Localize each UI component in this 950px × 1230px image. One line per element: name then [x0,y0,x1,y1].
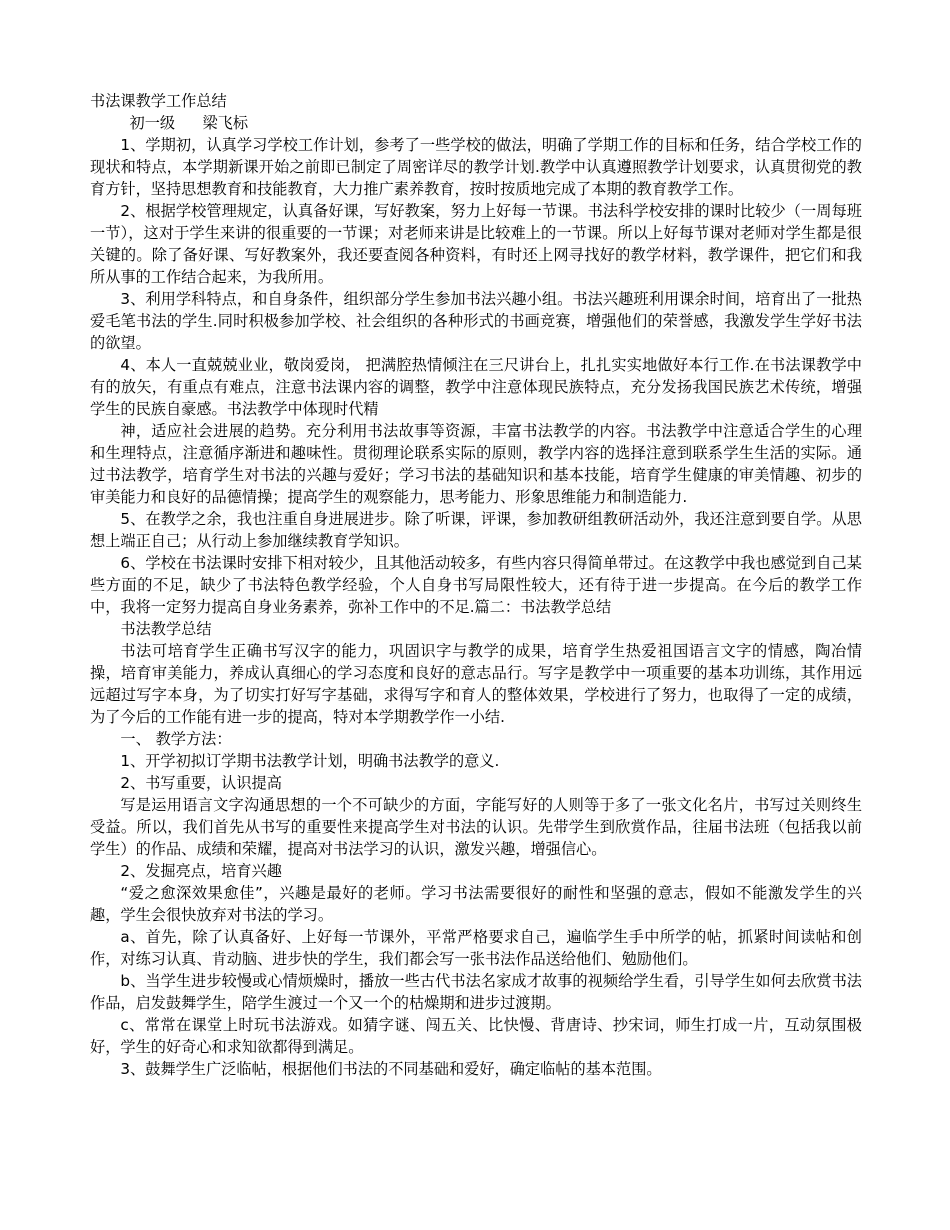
paragraph: 神，适应社会进展的趋势。充分利用书法故事等资源，丰富书法教学的内容。书法教学中注意适合学生的心理和生理特点，注意循序渐进和趣味性。贯彻理论联系实际的原则，教学内容的选择注意到联系学生生活的实际。通过书法教学，培育学生对书法的兴趣与爱好；学习书法的基础知识和基本技能，培育学生健康的审美情趣、初步的审美能力和良好的品德情操；提高学生的观察能力，思考能力、形象思维能力和制造能力. [90,422,862,506]
list-item: 2、书写重要，认识提高 [120,774,282,792]
paragraph: 2、根据学校管理规定，认真备好课，写好教案，努力上好每一节课。书法科学校安排的课时比较少（一周每班一节），这对于学生来讲的很重要的一节课；对老师来讲是比较难上的一节课。所以上好每节课对老师对学生都是很关键的。除了备好课、写好教案外，我还要查阅各种资料，有时还上网寻找好的教学材料，教学课件，把它们和我所从事的工作结合起来，为我所用。 [90,202,862,286]
paragraph: 3、利用学科特点，和自身条件，组织部分学生参加书法兴趣小组。书法兴趣班利用课余时间，培育出了一批热爱毛笔书法的学生.同时积极参加学校、社会组织的各种形式的书画竞赛，增强他们的荣誉感，我激发学生学好书法的欲望。 [90,290,862,352]
section-heading: 书法教学总结 [120,620,212,638]
list-item: 2、发掘亮点，培育兴趣 [120,862,282,880]
list-item: 1、开学初拟订学期书法教学计划，明确书法教学的意义. [120,752,500,770]
paragraph: 6、学校在书法课时安排下相对较少，且其他活动较多，有些内容只得简单带过。在这教学中我也感觉到自己某些方面的不足，缺少了书法特色教学经验，个人自身书写局限性较大，还有待于进一步提高。在今后的教学工作中，我将一定努力提高自身业务素养，弥补工作中的不足.篇二：书法教学总结 [90,554,862,616]
paragraph: 5、在教学之余，我也注重自身进展进步。除了听课，评课，参加教研组教研活动外，我还注意到要自学。从思想上端正自己；从行动上参加继续教育学知识。 [90,510,862,550]
list-item: b、当学生进步较慢或心情烦燥时，播放一些古代书法名家成才故事的视频给学生看，引导学生如何去欣赏书法作品，启发鼓舞学生，陪学生渡过一个又一个的枯燥期和进步过渡期。 [90,972,862,1012]
paragraph: 1、学期初，认真学习学校工作计划，参考了一些学校的做法，明确了学期工作的目标和任务，结合学校工作的现状和特点，本学期新课开始之前即已制定了周密详尽的教学计划.教学中认真遵照教学计划要求，认真贯彻党的教育方针，坚持思想教育和技能教育，大力推广素养教育，按时按质地完成了本期的教育教学工作。 [90,136,862,198]
author-name: 梁飞标 [202,114,248,132]
paragraph: “爱之愈深效果愈佳”，兴趣是最好的老师。学习书法需要很好的耐性和坚强的意志，假如不能激发学生的兴趣，学生会很快放弃对书法的学习。 [90,884,862,924]
paragraph: 书法可培育学生正确书写汉字的能力，巩固识字与教学的成果，培育学生热爱祖国语言文字的情感，陶冶情操，培育审美能力，养成认真细心的学习态度和良好的意志品行。写字是教学中一项重要的基本功训练，其作用远远超过写字本身，为了切实打好写字基础，求得写字和育人的整体效果，学校进行了努力，也取得了一定的成绩，为了今后的工作能有进一步的提高，特对本学期教学作一小结. [90,642,862,726]
author-line [90,112,862,134]
list-item: c、常常在课堂上时玩书法游戏。如猜字谜、闯五关、比快慢、背唐诗、抄宋词，师生打成一片，互动氛围极好，学生的好奇心和求知欲都得到满足。 [90,1016,862,1056]
grade-label: 初一级 [129,114,176,132]
paragraph: 4、本人一直兢兢业业，敬岗爱岗， 把满腔热情倾注在三尺讲台上，扎扎实实地做好本行工作.在书法课教学中有的放矢，有重点有难点，注意书法课内容的调整，教学中注意体现民族特点，充分发扬我国民族艺术传统，增强学生的民族自豪感。书法教学中体现时代精 [90,356,862,418]
subsection-heading: 一、 教学方法： [120,730,232,748]
paragraph: 写是运用语言文字沟通思想的一个不可缺少的方面，字能写好的人则等于多了一张文化名片，书写过关则终生受益。所以，我们首先从书写的重要性来提高学生对书法的认识。先带学生到欣赏作品，往届书法班（包括我以前学生）的作品、成绩和荣耀，提高对书法学习的认识，激发兴趣，增强信心。 [90,796,862,858]
document-title: 书法课教学工作总结 [90,92,227,110]
document-body [90,90,862,1080]
list-item: 3、鼓舞学生广泛临帖，根据他们书法的不同基础和爱好，确定临帖的基本范围。 [120,1060,662,1078]
list-item: a、首先，除了认真备好、上好每一节课外，平常严格要求自己，遍临学生手中所学的帖，抓紧时间读帖和创作，对练习认真、肯动脑、进步快的学生，我们都会写一张书法作品送给他们、勉励他们。 [90,928,862,968]
